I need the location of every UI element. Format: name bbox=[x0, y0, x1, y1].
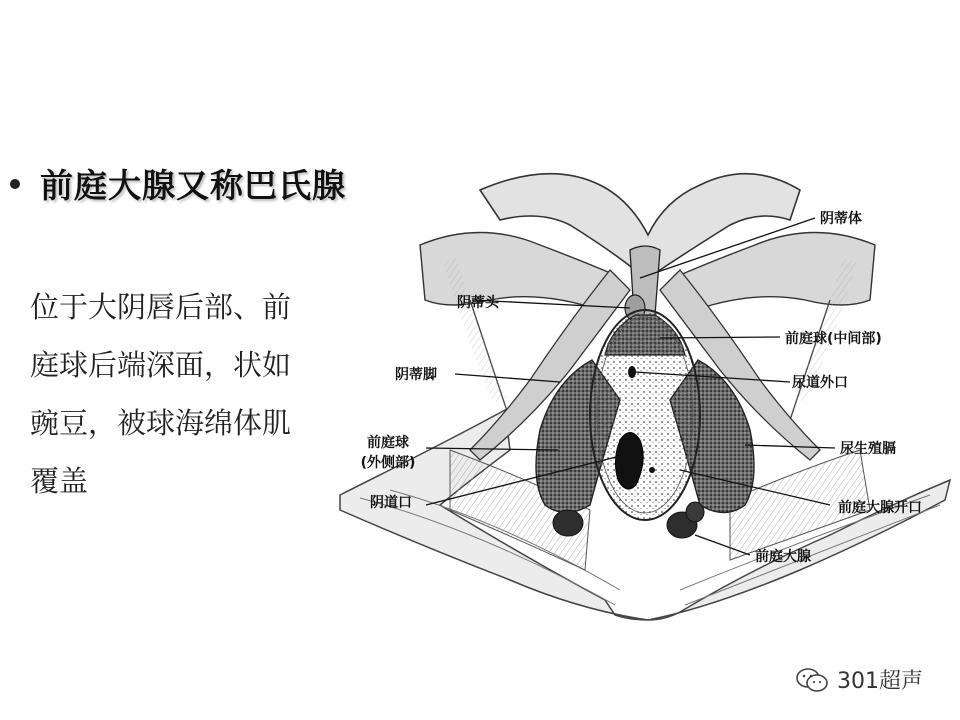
label-clitoral-body: 阴蒂体 bbox=[820, 211, 862, 227]
label-greater-vestibular-gland: 前庭大腺 bbox=[755, 549, 811, 565]
description-line: 庭球后端深面，状如 bbox=[30, 348, 292, 382]
title-row bbox=[10, 160, 346, 207]
label-greater-vestibular-gland-opening: 前庭大腺开口 bbox=[838, 500, 922, 516]
urethral-orifice bbox=[628, 366, 636, 378]
bullet-icon bbox=[10, 179, 20, 189]
greater-vestibular-gland-left bbox=[553, 510, 583, 536]
anatomy-figure bbox=[330, 150, 960, 630]
label-vestibular-bulb-lateral bbox=[350, 432, 426, 472]
label-clitoral-crus: 阴蒂脚 bbox=[395, 367, 437, 383]
label-urethral-orifice: 尿道外口 bbox=[792, 375, 848, 391]
slide-title: 前庭大腺又称巴氏腺 bbox=[40, 166, 346, 205]
label-vestibular-bulb-lateral-line2: (外侧部) bbox=[360, 455, 416, 471]
anatomy-illustration bbox=[330, 150, 960, 630]
label-vestibular-bulb-lateral-line1: 前庭球 bbox=[367, 435, 409, 451]
watermark-text: 301超声 bbox=[837, 669, 923, 694]
watermark bbox=[795, 664, 923, 695]
label-urogenital-diaphragm: 尿生殖膈 bbox=[840, 441, 896, 457]
description-line: 覆盖 bbox=[30, 464, 89, 498]
wechat-icon bbox=[795, 667, 829, 693]
description bbox=[30, 278, 330, 510]
label-vestibular-bulb-middle: 前庭球(中间部) bbox=[785, 331, 882, 347]
description-line: 位于大阴唇后部、前 bbox=[30, 290, 292, 324]
label-glans-clitoris: 阴蒂头 bbox=[457, 295, 499, 311]
label-vaginal-orifice: 阴道口 bbox=[370, 495, 412, 511]
vestibule bbox=[590, 310, 700, 520]
description-line: 豌豆，被球海绵体肌 bbox=[30, 406, 292, 440]
